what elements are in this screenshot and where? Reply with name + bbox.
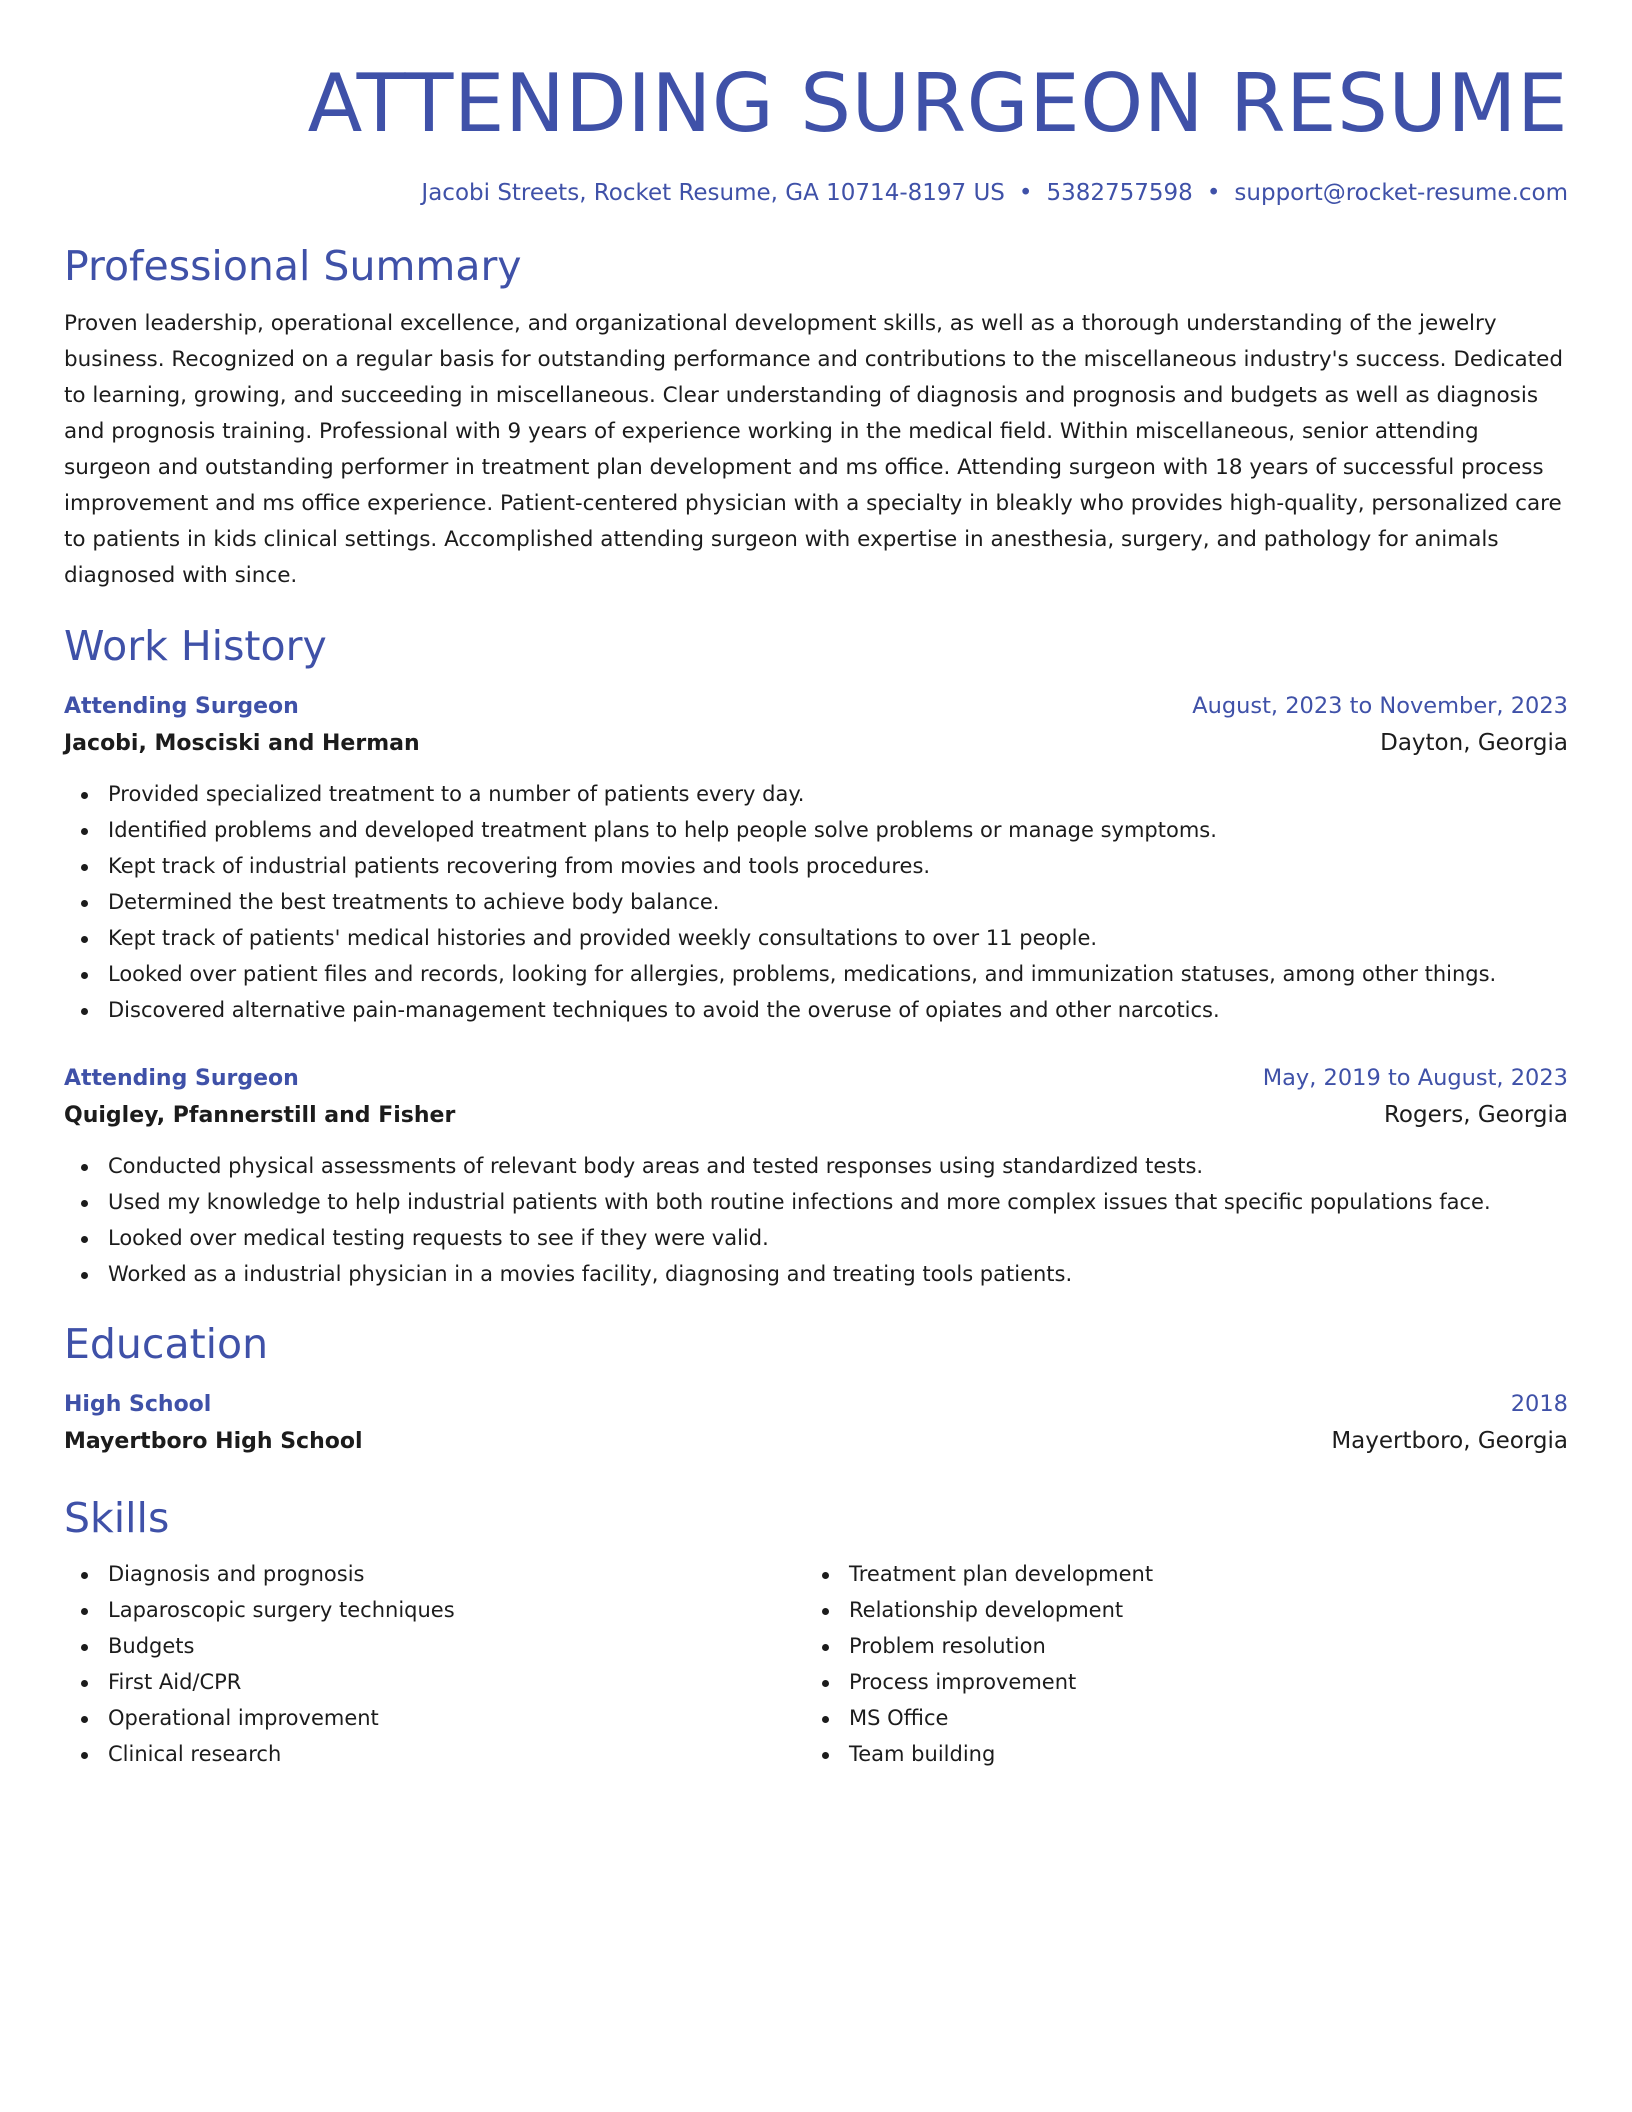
job-bullet: Discovered alternative pain-management techniques to avoid the overuse of opiates and other narcotics. xyxy=(64,992,1568,1028)
job-title-row xyxy=(64,1062,1568,1095)
skill-item: Operational improvement xyxy=(64,1700,805,1736)
job-bullet: Conducted physical assessments of relevant body areas and tested responses using standardized tests. xyxy=(64,1148,1568,1184)
job-bullets xyxy=(64,1148,1568,1292)
contact-address: Jacobi Streets, Rocket Resume, GA 10714-8197 US xyxy=(421,180,1005,206)
contact-separator: • xyxy=(1206,180,1221,206)
education-degree-row xyxy=(64,1388,1568,1421)
job-bullet: Worked as a industrial physician in a movies facility, diagnosing and treating tools patients. xyxy=(64,1256,1568,1292)
job-bullet: Kept track of patients' medical histories and provided weekly consultations to over 11 people. xyxy=(64,920,1568,956)
skill-item: Treatment plan development xyxy=(805,1556,1568,1592)
job-location: Rogers, Georgia xyxy=(1383,1102,1568,1128)
skills-list xyxy=(64,1556,1568,1772)
contact-line xyxy=(64,178,1568,208)
skill-item: Process improvement xyxy=(805,1664,1568,1700)
job-entry xyxy=(64,690,1568,1028)
resume-header xyxy=(64,0,1568,208)
job-location: Dayton, Georgia xyxy=(1380,730,1568,756)
education-location: Mayertboro, Georgia xyxy=(1331,1428,1568,1454)
contact-phone: 5382757598 xyxy=(1046,180,1193,206)
skills-bullets xyxy=(64,1556,805,1772)
job-bullet: Determined the best treatments to achieve body balance. xyxy=(64,884,1568,920)
job-role: Attending Surgeon xyxy=(64,1066,299,1091)
summary-text: Proven leadership, operational excellence, and organizational development skills, as well as a thorough understanding of the jewelry business. Recognized on a regular basis for outstanding performance and contributions to the miscellaneous industry's success. Dedicated to learning, growing, and succeeding in miscellaneous. Clear understanding of diagnosis and prognosis and budgets as well as diagnosis and prognosis training. Professional with 9 years of experience working in the medical field. Within miscellaneous, senior attending surgeon and outstanding performer in treatment plan development and ms office. Attending surgeon with 18 years of successful process improvement and ms office experience. Patient-centered physician with a specialty in bleakly who provides high-quality, personalized care to patients in kids clinical settings. Accomplished attending surgeon with expertise in anesthesia, surgery, and pathology for animals diagnosed with since. xyxy=(64,311,1564,588)
job-bullet: Looked over medical testing requests to see if they were valid. xyxy=(64,1220,1568,1256)
summary-heading: Professional Summary xyxy=(64,242,522,290)
job-bullet: Looked over patient files and records, looking for allergies, problems, medications, and immunization statuses, among other things. xyxy=(64,956,1568,992)
job-company: Quigley, Pfannerstill and Fisher xyxy=(64,1103,456,1128)
job-dates: August, 2023 to November, 2023 xyxy=(1192,693,1568,719)
job-bullet: Used my knowledge to help industrial patients with both routine infections and more complex issues that specific populations face. xyxy=(64,1184,1568,1220)
skill-item: Problem resolution xyxy=(805,1628,1568,1664)
contact-email: support@rocket-resume.com xyxy=(1234,180,1568,206)
skill-item: Clinical research xyxy=(64,1736,805,1772)
skill-item: Budgets xyxy=(64,1628,805,1664)
job-dates: May, 2019 to August, 2023 xyxy=(1262,1065,1568,1091)
skill-item: Relationship development xyxy=(805,1592,1568,1628)
job-title-row xyxy=(64,690,1568,723)
skill-item: Team building xyxy=(805,1736,1568,1772)
skills-bullets xyxy=(805,1556,1568,1772)
job-bullet: Kept track of industrial patients recovering from movies and tools procedures. xyxy=(64,848,1568,884)
job-bullets xyxy=(64,776,1568,1028)
job-bullet: Identified problems and developed treatment plans to help people solve problems or manage symptoms. xyxy=(64,812,1568,848)
education-school-row xyxy=(64,1421,1568,1462)
job-bullet: Provided specialized treatment to a number of patients every day. xyxy=(64,776,1568,812)
job-role: Attending Surgeon xyxy=(64,694,299,719)
skill-item: First Aid/CPR xyxy=(64,1664,805,1700)
skills-column-left xyxy=(64,1556,805,1772)
education-year: 2018 xyxy=(1510,1391,1568,1417)
skill-item: Diagnosis and prognosis xyxy=(64,1556,805,1592)
education-heading: Education xyxy=(64,1320,269,1368)
job-company-row xyxy=(64,723,1568,764)
work-history-heading: Work History xyxy=(64,622,327,670)
skills-column-right xyxy=(805,1556,1568,1772)
resume-page xyxy=(64,0,1568,1772)
education-entry xyxy=(64,1388,1568,1462)
skill-item: Laparoscopic surgery techniques xyxy=(64,1592,805,1628)
resume-title: ATTENDING SURGEON RESUME xyxy=(307,57,1568,150)
job-company-row xyxy=(64,1095,1568,1136)
job-entry xyxy=(64,1062,1568,1292)
contact-separator: • xyxy=(1018,180,1033,206)
education-degree: High School xyxy=(64,1392,212,1417)
job-company: Jacobi, Mosciski and Herman xyxy=(64,731,420,756)
skills-heading: Skills xyxy=(64,1494,170,1542)
skill-item: MS Office xyxy=(805,1700,1568,1736)
education-school: Mayertboro High School xyxy=(64,1429,363,1454)
